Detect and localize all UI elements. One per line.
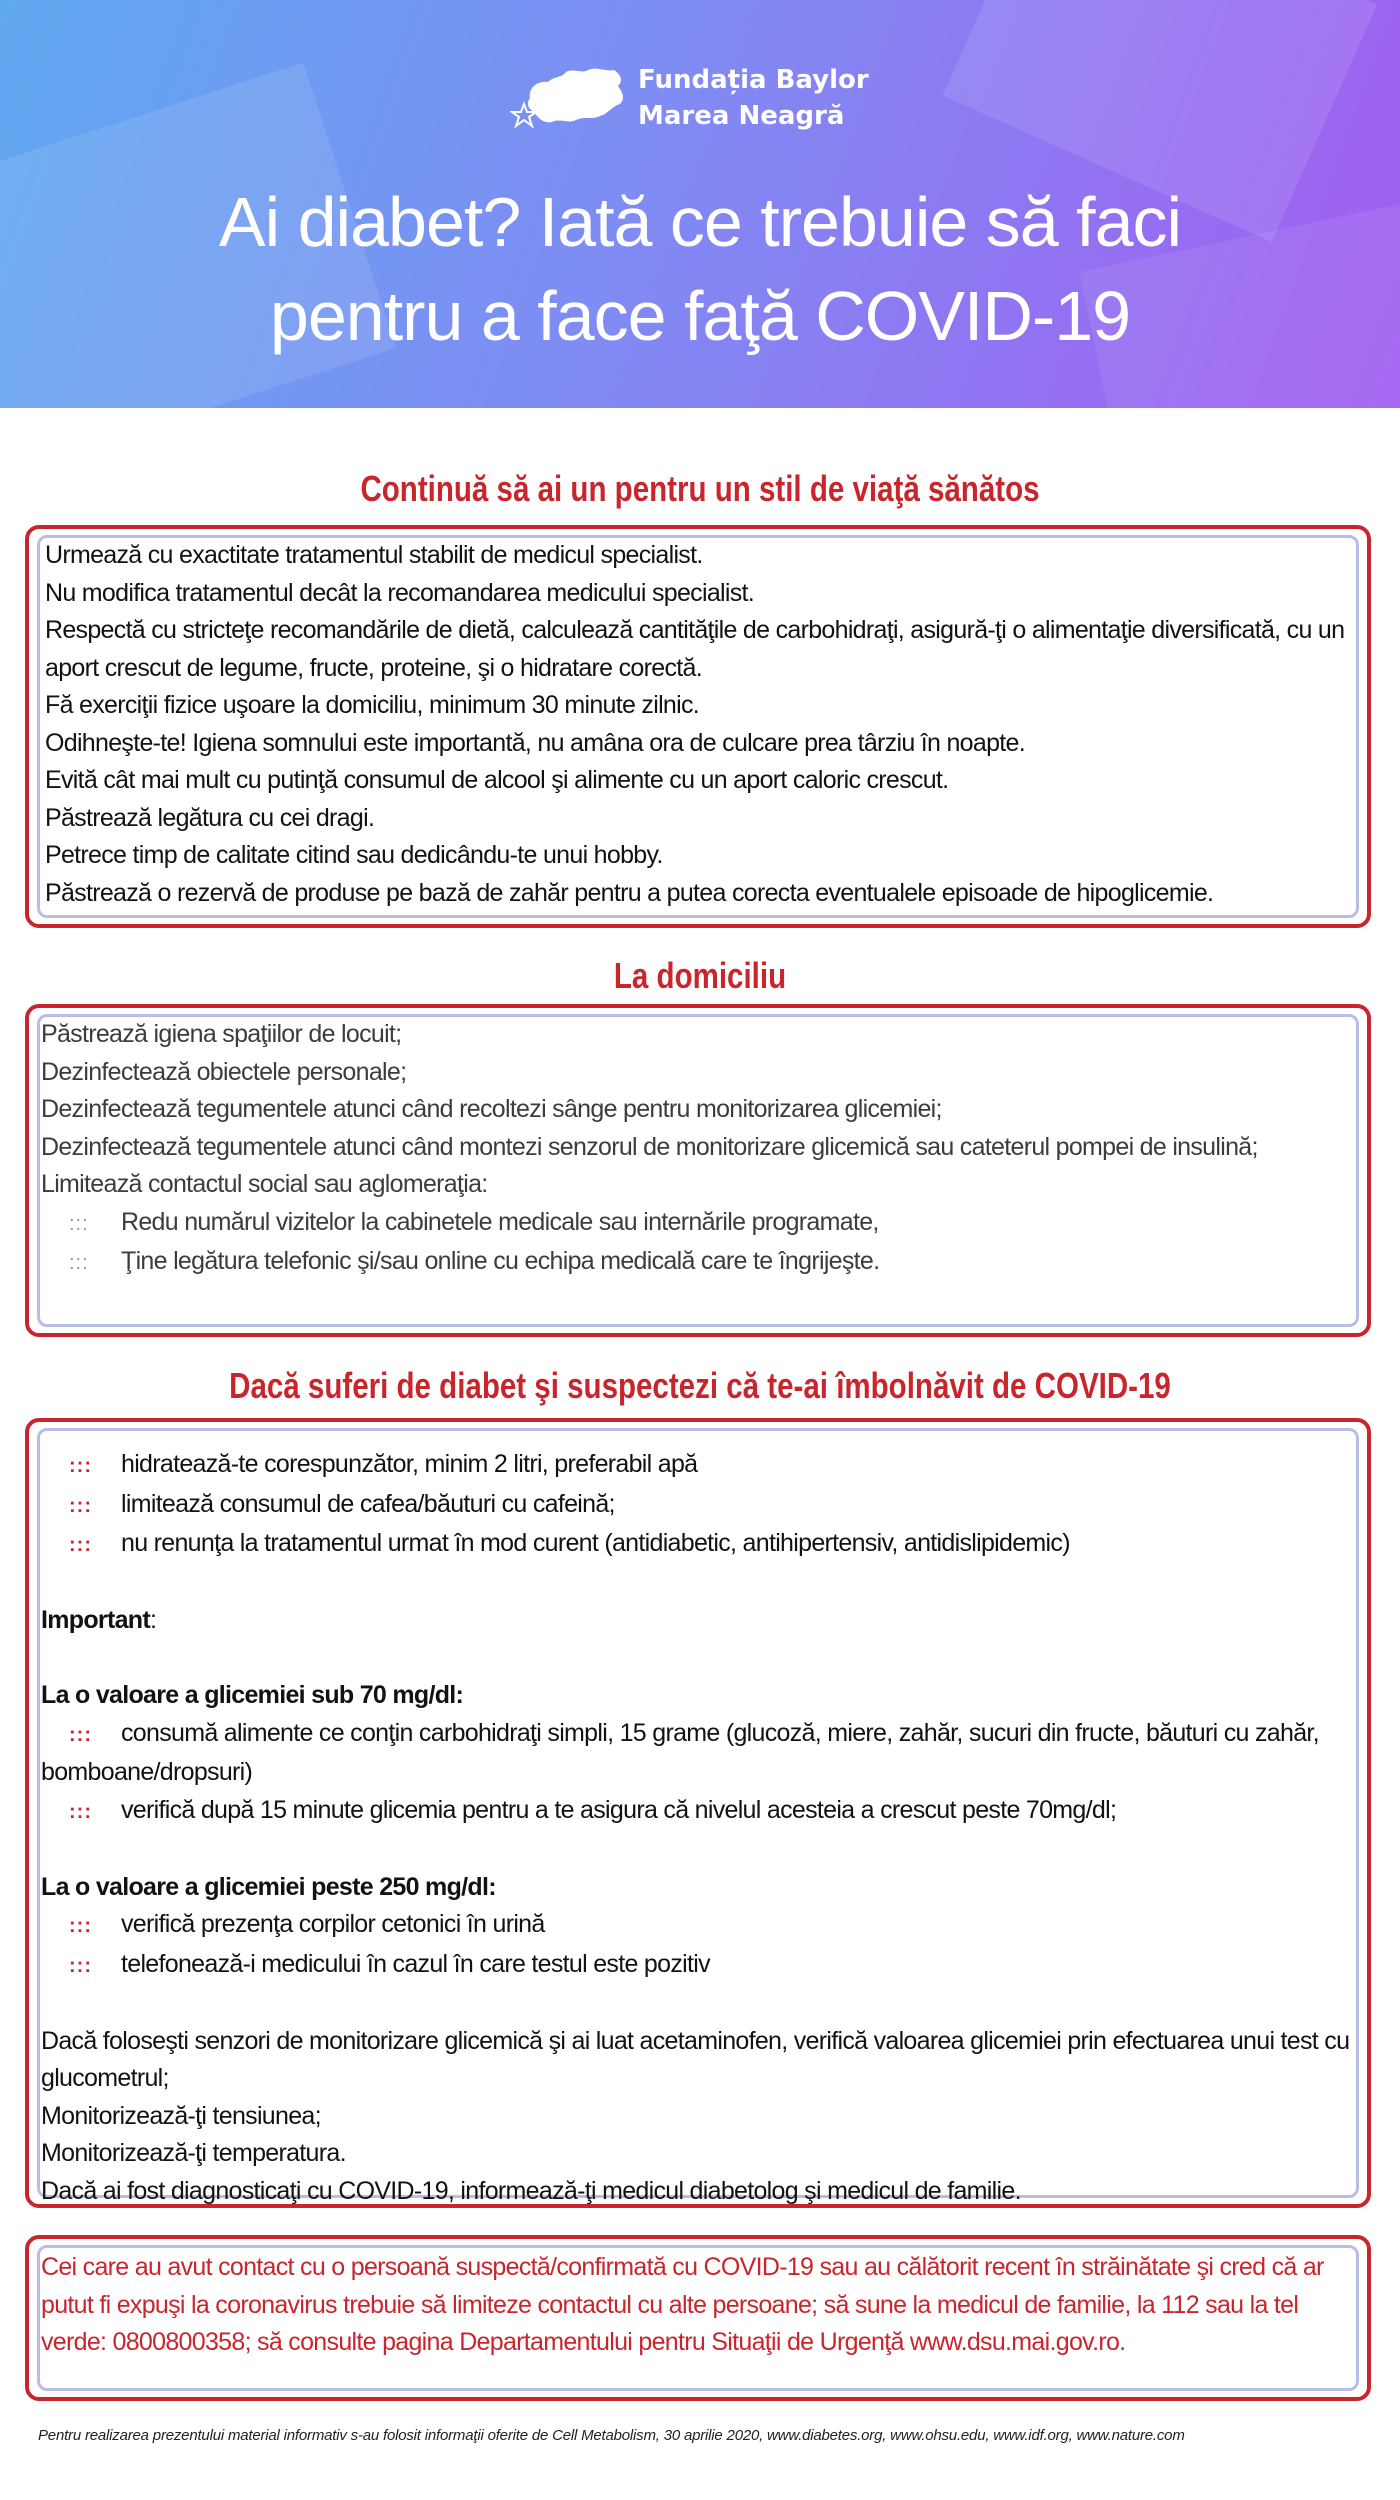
triple-dot-bullet-icon: ::: bbox=[69, 1723, 92, 1746]
list-item: Dezinfectează obiectele personale; bbox=[41, 1057, 407, 1086]
sub-list-item: ::: Ţine legătura telefonic şi/sau online cu echipa medicală care te îngrijeşte. bbox=[41, 1243, 1353, 1283]
list-item: Urmează cu exactitate tratamentul stabilit de medicul specialist. bbox=[45, 541, 703, 569]
triple-dot-bullet-icon: ::: bbox=[69, 1252, 89, 1274]
triple-dot-bullet-icon: ::: bbox=[69, 1455, 92, 1477]
contact-notice-text: Cei care au avut contact cu o persoană suspectă/confirmată cu COVID-19 sau au călătorit recent în străinătate şi cred că ar putut fi expuşi la coronavirus trebuie să limiteze contactul cu alte persoane; să sune la medicul de familie, la 112 sau la tel verde: 0800800358; să consulte pagina Departamentului pentru Situaţii de Urgenţă www.dsu.mai.gov.ro. bbox=[41, 2253, 1324, 2356]
list-item: Păstrează legătura cu cei dragi. bbox=[45, 803, 375, 832]
triple-dot-bullet-icon: ::: bbox=[69, 1494, 92, 1517]
organization-logo bbox=[510, 55, 900, 140]
covid-list bbox=[41, 1446, 1353, 2210]
list-item: ::: limitează consumul de cafea/băuturi cu cafeină; bbox=[41, 1486, 1353, 1526]
list-item: ::: telefonează-i medicului în cazul în care testul este pozitiv bbox=[41, 1946, 1353, 1986]
list-item: Respectă cu stricteţe recomandările de dietă, calculează cantităţile de carbohidraţi, asigură-ţi o alimentaţie diversificată, cu un aport crescut de legume, fructe, proteine, şi o hidratare corectă. bbox=[45, 616, 1345, 682]
section-heading-lifestyle: Continuă să ai un pentru un stil de viaţă sănătos bbox=[360, 468, 1040, 509]
lifestyle-list bbox=[45, 537, 1353, 912]
list-item: ::: consumă alimente ce conţin carbohidraţi simpli, 15 grame (glucoză, miere, zahăr, sucuri din fructe, băuturi cu zahăr, bomboane/dropsuri) bbox=[41, 1718, 1319, 1786]
org-name-line2: Marea Neagră bbox=[638, 100, 845, 131]
high-glucose-heading: La o valoare a glicemiei peste 250 mg/dl: bbox=[41, 1872, 496, 1901]
title-line2: pentru a face faţă COVID-19 bbox=[269, 277, 1131, 355]
list-item: Monitorizează-ţi temperatura. bbox=[41, 2139, 346, 2167]
list-item: Evită cât mai mult cu putinţă consumul de alcool şi alimente cu un aport caloric crescut. bbox=[45, 766, 949, 794]
triple-dot-bullet-icon: ::: bbox=[69, 1212, 89, 1235]
low-glucose-heading: La o valoare a glicemiei sub 70 mg/dl: bbox=[41, 1681, 464, 1709]
list-item: ::: nu renunţa la tratamentul urmat în mod curent (antidiabetic, antihipertensiv, antidislipidemic) bbox=[41, 1525, 1353, 1565]
section-heading-home: La domiciliu bbox=[613, 955, 787, 996]
list-item: Monitorizează-ţi tensiunea; bbox=[41, 2101, 321, 2130]
header-banner bbox=[0, 0, 1400, 408]
list-item: Păstrează igiena spaţiilor de locuit; bbox=[41, 1020, 402, 1048]
list-item: Dezinfectează tegumentele atunci când montezi senzorul de monitorizare glicemică sau cateterul pompei de insulină; bbox=[41, 1132, 1258, 1161]
list-item: ::: hidratează-te corespunzător, minim 2 litri, preferabil apă bbox=[41, 1446, 1353, 1486]
list-item: ::: verifică după 15 minute glicemia pentru a te asigura că nivelul acesteia a crescut peste 70mg/dl; bbox=[41, 1792, 1353, 1832]
page-title bbox=[100, 175, 1300, 363]
home-box bbox=[25, 1004, 1371, 1337]
list-item: Limitează contactul social sau aglomeraţia: bbox=[41, 1170, 488, 1198]
sources-footnote: Pentru realizarea prezentului material informativ s-au folosit informaţii oferite de Cell Metabolism, 30 aprilie 2020, www.diabetes.org, www.ohsu.edu, www.idf.org, www.nature.com bbox=[38, 2427, 1185, 2444]
contact-notice-box bbox=[25, 2235, 1371, 2401]
list-item: Fă exerciţii fizice uşoare la domiciliu, minimum 30 minute zilnic. bbox=[45, 691, 700, 719]
triple-dot-bullet-icon: ::: bbox=[69, 1534, 92, 1556]
list-item: Nu modifica tratamentul decât la recomandarea medicului specialist. bbox=[45, 578, 755, 607]
lifestyle-box bbox=[25, 525, 1371, 928]
covid-box bbox=[25, 1418, 1371, 2208]
list-item: Petrece timp de calitate citind sau dedicându-te unui hobby. bbox=[45, 841, 663, 869]
home-list bbox=[41, 1016, 1353, 1283]
important-label: Important: bbox=[41, 1606, 157, 1634]
triple-dot-bullet-icon: ::: bbox=[69, 1800, 92, 1823]
sub-list-item: ::: Redu numărul vizitelor la cabinetele medicale sau internările programate, bbox=[41, 1204, 1353, 1244]
list-item: ::: verifică prezenţa corpilor cetonici în urină bbox=[41, 1906, 1353, 1946]
triple-dot-bullet-icon: ::: bbox=[69, 1915, 92, 1937]
list-item: Odihneşte-te! Igiena somnului este importantă, nu amâna ora de culcare prea târziu în noapte. bbox=[45, 728, 1025, 757]
list-item: Dacă ai fost diagnosticaţi cu COVID-19, informează-ţi medicul diabetolog şi medicul de familie. bbox=[41, 2176, 1021, 2205]
list-item: Dacă foloseşti senzori de monitorizare glicemică şi ai luat acetaminofen, verifică valoarea glicemiei prin efectuarea unui test cu glucometrul; bbox=[41, 2026, 1350, 2092]
black-sea-map-star-icon bbox=[510, 58, 630, 138]
title-line1: Ai diabet? Iată ce trebuie să faci bbox=[218, 183, 1182, 261]
list-item: Dezinfectează tegumentele atunci când recoltezi sânge pentru monitorizarea glicemiei; bbox=[41, 1095, 942, 1123]
triple-dot-bullet-icon: ::: bbox=[69, 1954, 92, 1977]
org-name-line1: Fundația Baylor bbox=[638, 64, 869, 95]
list-item: Păstrează o rezervă de produse pe bază de zahăr pentru a putea corecta eventualele episoade de hipoglicemie. bbox=[45, 878, 1214, 907]
section-heading-covid: Dacă suferi de diabet şi suspectezi că te-ai îmbolnăvit de COVID-19 bbox=[229, 1365, 1171, 1406]
